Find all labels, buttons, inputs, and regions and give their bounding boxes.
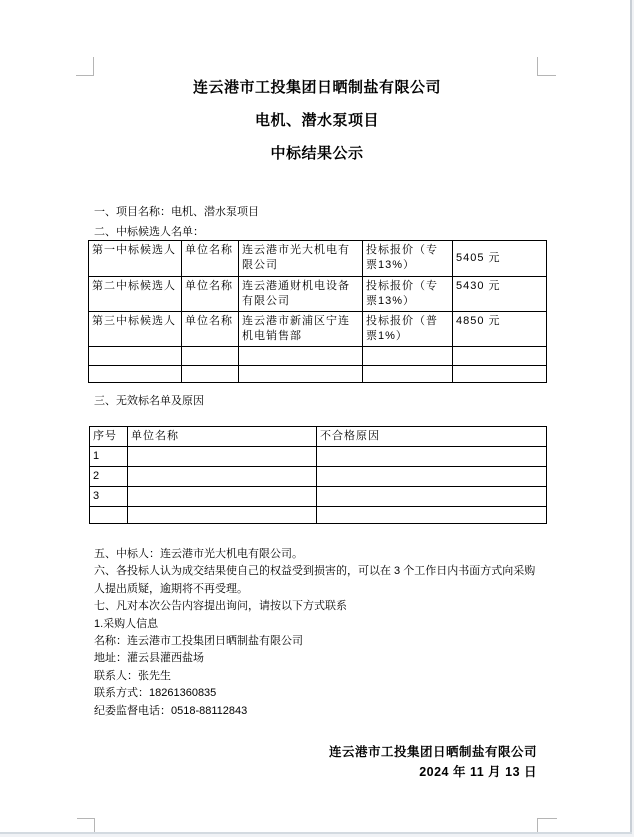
crop-mark-bottom-right-icon <box>537 818 557 833</box>
table-row <box>90 467 547 487</box>
table-cell: 2 <box>90 467 128 487</box>
purchaser-info-heading: 1.采购人信息 <box>94 617 159 630</box>
table-row <box>89 277 547 312</box>
table-cell: 第三中标候选人 <box>89 312 182 347</box>
table-cell: 1 <box>90 447 128 467</box>
table-cell <box>363 347 453 366</box>
table-cell: 单位名称 <box>182 312 239 347</box>
project-name-line: 一、项目名称：电机、潜水泵项目 <box>94 206 259 218</box>
table-cell: 投标报价（专票13%） <box>363 241 453 277</box>
table-row <box>90 487 547 507</box>
table-cell <box>182 366 239 383</box>
table-row <box>89 241 547 277</box>
table-cell <box>453 347 547 366</box>
table-cell <box>128 487 317 507</box>
table-cell: 单位名称 <box>182 241 239 277</box>
candidates-table <box>88 240 547 383</box>
project-title: 电机、潜水泵项目 <box>254 112 379 129</box>
table-cell: 5430 元 <box>453 277 547 312</box>
table-cell <box>317 487 547 507</box>
table-cell <box>89 347 182 366</box>
table-cell <box>453 366 547 383</box>
supervision-phone-line: 纪委监督电话：0518-88112843 <box>94 704 248 717</box>
table-row <box>90 507 547 524</box>
inquiry-line: 七、凡对本次公告内容提出询问，请按以下方式联系 <box>94 600 347 613</box>
table-cell: 3 <box>90 487 128 507</box>
table-cell: 投标报价（专票13%） <box>363 277 453 312</box>
crop-mark-top-left-icon <box>76 57 94 76</box>
candidates-heading: 二、中标候选人名单： <box>94 226 204 238</box>
table-row <box>90 447 547 467</box>
table-cell <box>239 366 363 383</box>
table-cell <box>239 347 363 366</box>
table-row <box>89 347 547 366</box>
winner-line: 五、中标人：连云港市光大机电有限公司。 <box>94 548 303 560</box>
table-cell: 4850 元 <box>453 312 547 347</box>
table-row <box>89 312 547 347</box>
table-cell <box>363 366 453 383</box>
table-cell <box>182 347 239 366</box>
purchaser-name-line: 名称：连云港市工投集团日晒制盐有限公司 <box>94 635 303 648</box>
table-cell <box>128 467 317 487</box>
table-row <box>90 427 547 447</box>
table-cell: 连云港市新浦区宁连机电销售部 <box>239 312 363 347</box>
table-cell <box>317 447 547 467</box>
table-cell: 单位名称 <box>128 427 317 447</box>
document-title-block <box>88 80 546 179</box>
table-cell: 第一中标候选人 <box>89 241 182 277</box>
announcement-title: 中标结果公示 <box>270 145 364 162</box>
objection-line: 六、各投标人认为成交结果使自己的权益受到损害的，可以在 3 个工作日内书面方式向采购人提出质疑，逾期将不再受理。 <box>94 565 536 595</box>
table-cell: 投标报价（普票1%） <box>363 312 453 347</box>
table-cell: 连云港市光大机电有限公司 <box>239 241 363 277</box>
signature-company: 连云港市工投集团日晒制盐有限公司 <box>328 745 537 759</box>
contact-person-line: 联系人：张先生 <box>94 669 171 682</box>
table-cell <box>89 366 182 383</box>
table-cell <box>128 507 317 524</box>
table-cell <box>317 507 547 524</box>
contact-phone-line: 联系方式：18261360835 <box>94 687 217 700</box>
table-cell: 5405 元 <box>453 241 547 277</box>
company-title: 连云港市工投集团日晒制盐有限公司 <box>192 79 441 96</box>
table-cell: 连云港通财机电设备有限公司 <box>239 277 363 312</box>
table-cell: 单位名称 <box>182 277 239 312</box>
invalid-heading: 三、无效标名单及原因 <box>94 395 204 407</box>
table-cell: 不合格原因 <box>317 427 547 447</box>
purchaser-address-line: 地址：灌云县灌西盐场 <box>94 652 204 665</box>
table-cell <box>317 467 547 487</box>
body-text-block <box>94 546 546 720</box>
table-cell: 第二中标候选人 <box>89 277 182 312</box>
table-cell <box>128 447 317 467</box>
table-cell: 序号 <box>90 427 128 447</box>
signature-block <box>329 743 537 782</box>
table-row <box>89 366 547 383</box>
invalid-bids-table <box>89 426 547 524</box>
table-cell <box>90 507 128 524</box>
signature-date: 2024 年 11 月 13 日 <box>419 764 537 779</box>
crop-mark-top-right-icon <box>537 57 556 76</box>
